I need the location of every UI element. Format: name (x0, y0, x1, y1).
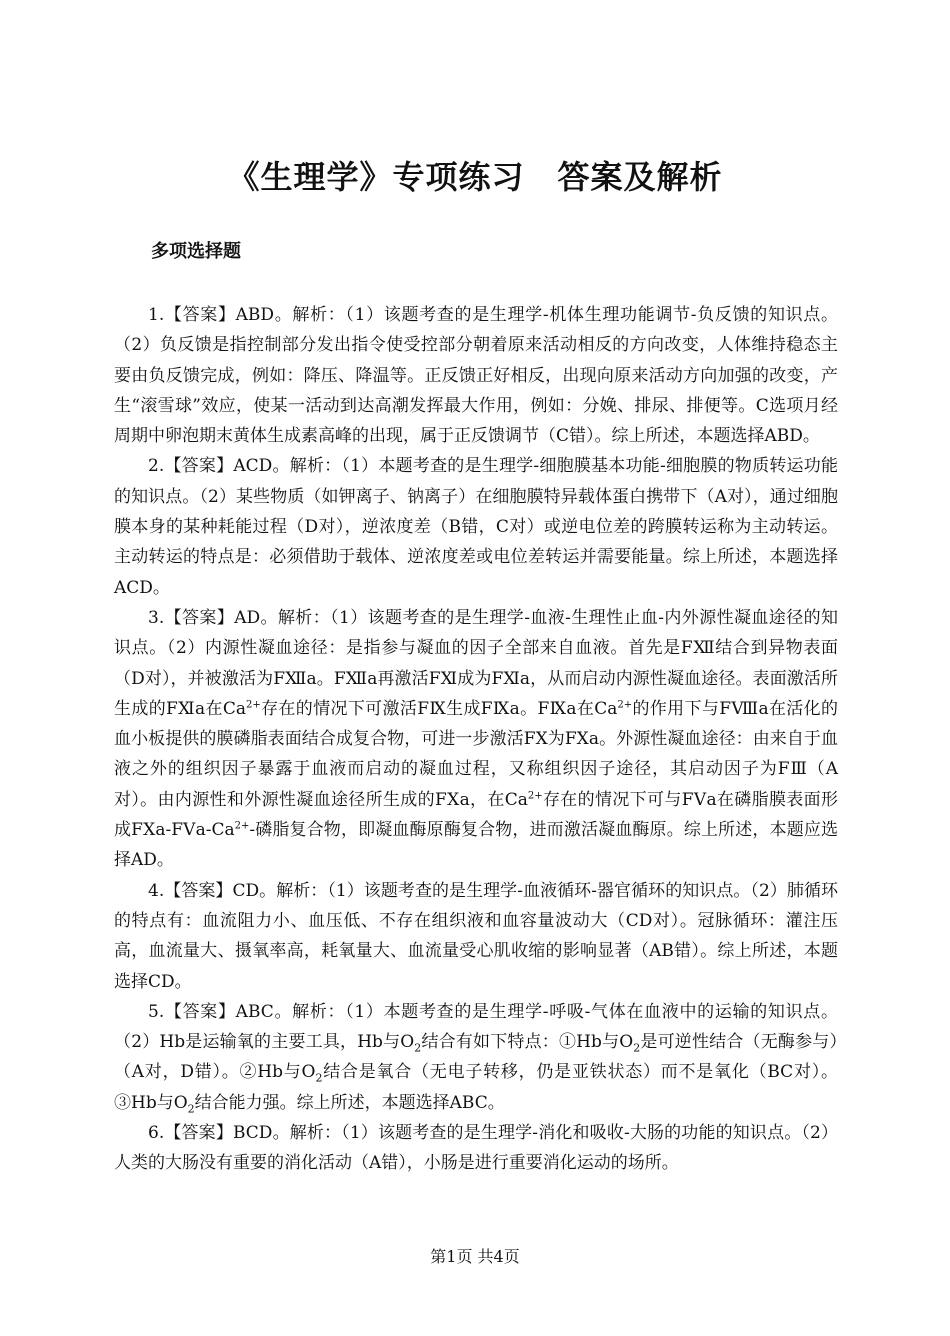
o2-subscript: 2 (414, 1041, 422, 1055)
answer-5-text: 结合是氧合（无电子转移，仍是亚铁状态）而不是氧化（BC对）。③Hb与O (114, 1062, 838, 1113)
o2-subscript: 2 (633, 1041, 641, 1055)
o2-subscript: 2 (187, 1102, 195, 1116)
answer-3-text: -磷脂复合物，即凝血酶原酶复合物，进而激活凝血酶原。综上所述，本题应选择AD。 (114, 820, 838, 871)
answer-5-text: 5.【答案】ABC。解析：（1）本题考查的是生理学-呼吸-气体在血液中的运输的知识点。（2）Hb是运输氧的主要工具，Hb与O (114, 1001, 838, 1053)
answer-3-text: 存在的情况下可与FⅤa在磷脂膜表面形成FⅩa-FⅤa-Ca (114, 789, 838, 841)
answer-4: 4.【答案】CD。解析：（1）该题考查的是生理学-血液循环-器官循环的知识点。（2）肺循环的特点有：血流阻力小、血压低、不存在组织液和血容量波动大（CD对）。冠脉循环：灌注压高，血流量大、摄氧率高，耗氧量大、血流量受心肌收缩的影响显著（AB错）。综上所述，本题选择CD。 (114, 880, 838, 992)
answer-list (114, 300, 838, 1179)
answer-3 (114, 603, 838, 876)
answer-1: 1.【答案】ABD。解析：（1）该题考查的是生理学-机体生理功能调节-负反馈的知识点。（2）负反馈是指控制部分发出指令使受控部分朝着原来活动相反的方向改变，人体维持稳态主要由负反馈完成，例如：降压、降温等。正反馈正好相反，出现向原来活动方向加强的改变，产生“滚雪球”效应，使某一活动到达高潮发挥最大作用，例如：分娩、排尿、排便等。C选项月经周期中卵泡期末黄体生成素高峰的出现，属于正反馈调节（C错）。综上所述，本题选择ABD。 (114, 305, 838, 447)
ca-charge: 2+ (245, 699, 261, 711)
answer-5-text: 是可逆性结合（无酶参与）（A对，D错）。②Hb与O (114, 1032, 839, 1083)
answer-3-text: 3.【答案】AD。解析：（1）该题考查的是生理学-血液-生理性止血-内外源性凝血途径的知识点。（2）内源性凝血途径：是指参与凝血的因子全部来自血液。首先是FⅫ结合到异物表面（D对），并被激活为FⅫa。FⅫa再激活FⅪ成为FⅪa，从而启动内源性凝血途径。表面激活所生成的FⅪa在Ca (114, 607, 838, 719)
answer-3-text: 存在的情况下可激活FⅨ生成FⅨa。FⅨa在Ca (260, 698, 618, 719)
page-footer: 第1页 共4页 (430, 1247, 520, 1266)
answer-5-text: 结合能力强。综上所述，本题选择ABC。 (194, 1092, 505, 1113)
answer-2: 2.【答案】ACD。解析：（1）本题考查的是生理学-细胞膜基本功能-细胞膜的物质转运功能的知识点。（2）某些物质（如钾离子、钠离子）在细胞膜特异载体蛋白携带下（A对），通过细胞膜本身的某种耗能过程（D对），逆浓度差（B错，C对）或逆电位差的跨膜转运称为主动转运。主动转运的特点是：必须借助于载体、逆浓度差或电位差转运并需要能量。综上所述，本题选择ACD。 (114, 456, 838, 598)
ca-charge: 2+ (234, 820, 250, 832)
ca-charge: 2+ (617, 699, 633, 711)
o2-subscript: 2 (315, 1071, 323, 1085)
answer-5 (114, 997, 838, 1118)
section-heading: 多项选择题 (151, 241, 241, 262)
answer-5-text: 结合有如下特点：①Hb与O (421, 1032, 634, 1053)
answer-6: 6.【答案】BCD。解析：（1）该题考查的是生理学-消化和吸收-大肠的功能的知识点。（2）人类的大肠没有重要的消化活动（A错），小肠是进行重要消化运动的场所。 (114, 1123, 838, 1174)
answer-3-text: 的作用下与FⅧa在活化的血小板提供的膜磷脂表面结合成复合物，可进一步激活FⅩ为FⅩa。外源性凝血途径：由来自于血液之外的组织因子暴露于血液而启动的凝血过程，又称组织因子途径，其启动因子为FⅢ（A对）。由内源性和外源性凝血途径所生成的FⅩa，在Ca (114, 698, 838, 810)
ca-charge: 2+ (527, 790, 543, 802)
page-title: 《生理学》专项练习 答案及解析 (227, 158, 723, 196)
